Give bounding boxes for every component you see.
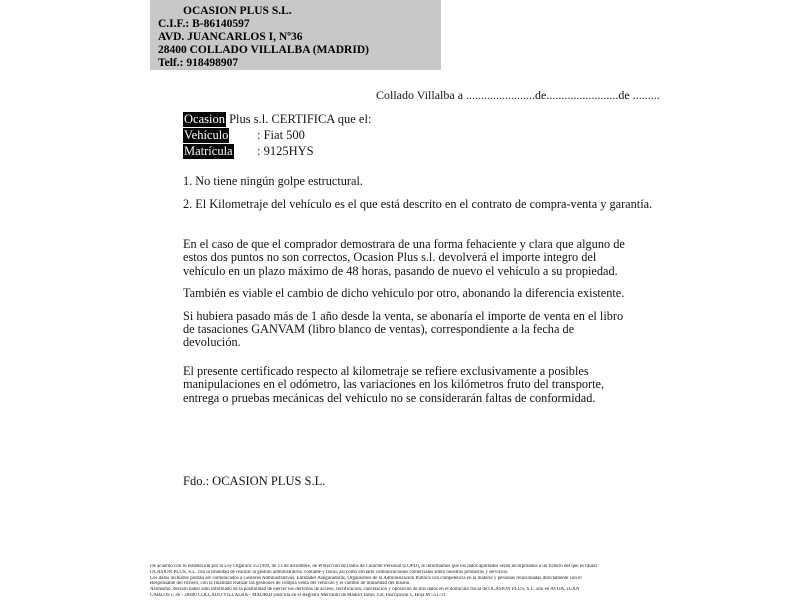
certify-intro	[183, 111, 371, 127]
company-phone: Telf.: 918498907	[158, 56, 239, 69]
paragraph-exchange: También es viable el cambio de dicho vehiculo por otro, abonando la diferencia existente.	[183, 286, 625, 301]
paragraph-odometer: El presente certificado respecto al kilometraje se refiere exclusivamente a posibles manipulaciones en el odómetro, las variaciones en los kilómetros fruto del transporte, entrega o pruebas mecánicas del vehiculo no se considerarán faltas de conformidad.	[183, 363, 605, 405]
signature-line: Fdo.: OCASION PLUS S.L.	[183, 474, 326, 488]
highlighted-company-word: Ocasion	[184, 112, 225, 126]
company-address: AVD. JUANCARLOS I, Nº36	[158, 30, 303, 43]
paragraph-refund: En el caso de que el comprador demostrara de una forma fehaciente y clara que alguno de estos dos puntos no son correctos, Ocasion Plus s.l. devolverá el importe integro del vehículo en un plazo máximo de 48 horas, pasando de nuevo el vehículo a su propiedad.	[183, 237, 625, 278]
legal-footer	[150, 564, 650, 599]
legal-footer-line: Asimismo, declaro haber sido informado de la posibilidad de ejercer los derechos de acceso, rectificación, cancelación y oposición de mis datos en el domicilio fiscal de OCASIÓN PLUS, S.L. sito en AVDA. JUAN	[150, 587, 580, 593]
date-place-line: Collado Villalba a .......................de........................de .........	[376, 88, 660, 102]
certified-points	[183, 174, 652, 220]
legal-footer-line: Responsable del fichero, con la finalidad realizar las gestiones de compra venta del vehículo y el cambio de titularidad del mismo.	[150, 581, 411, 587]
vehicle-label-cell	[183, 127, 257, 143]
plate-label-cell	[183, 143, 257, 159]
legal-footer-line: De acuerdo con lo establecido por la Ley Orgánica 15/1999, de 13 de diciembre, de Protección de Datos de Carácter Personal (LOPD), le informamos que los datos aportados serán incorporados a un fichero del que es titular	[150, 564, 598, 569]
legal-footer-line: Los datos incluidos podrán ser comunicados a Gestores Administrativos, Entidades Aseguradoras, Organismos de la Administración Pública con competencia en la materia y personas relacionadas directamente con el	[150, 575, 582, 581]
company-city: 28400 COLLADO VILLALBA (MADRID)	[158, 43, 369, 56]
certify-intro-rest: Plus s.l. CERTIFICA que el:	[225, 112, 372, 126]
legal-footer-line: CARLOS I, 36 - 28400 COLLADO VILLALBA - MADRID (Inscrita en el Registro Mercantil de Madrid Tomo 150, Inscripción 1, Hoja M 511731	[150, 592, 447, 598]
company-name: OCASION PLUS S.L.	[183, 5, 292, 17]
paragraph-ganvam: Si hubiera pasado más de 1 año desde la venta, se abonaría el importe de venta en el libro de tasaciones GANVAM (libro blanco de ventas), correspondiente a la fecha de devolución.	[183, 308, 624, 350]
body-paragraphs	[183, 238, 629, 414]
vehicle-label: Vehículo	[184, 128, 229, 142]
vehicle-value: : Fiat 500	[257, 128, 305, 142]
vehicle-row	[183, 127, 371, 143]
plate-row	[183, 143, 371, 159]
point-2: 2. El Kilometraje del vehículo es el que está descrito en el contrato de compra-venta y garantía.	[183, 197, 653, 211]
plate-label: Matrícula	[184, 144, 233, 158]
company-letterhead	[150, 0, 441, 70]
plate-value: : 9125HYS	[257, 144, 314, 158]
company-cif: C.I.F.: B-86140597	[158, 17, 250, 30]
point-1: 1. No tiene ningún golpe estructural.	[183, 174, 363, 188]
legal-footer-line: OCASION PLUS, S.L. con la finalidad de realizar la gestión administrativa, contable y fiscal, así como enviarle comunicaciones comerciales sobre nuestros productos y servicios.	[150, 569, 509, 575]
certify-block	[183, 111, 371, 159]
